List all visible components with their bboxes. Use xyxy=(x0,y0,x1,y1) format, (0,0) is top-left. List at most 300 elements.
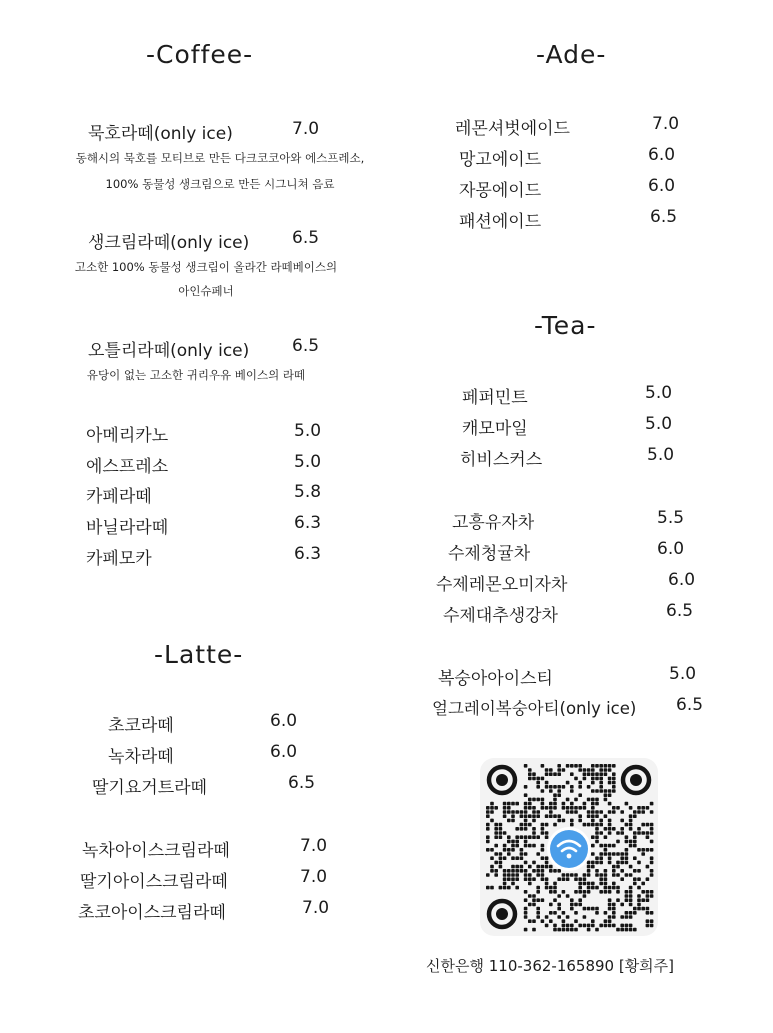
qr-module xyxy=(524,915,528,919)
qr-module xyxy=(641,890,645,894)
qr-module xyxy=(641,852,645,856)
menu-item-price: 6.3 xyxy=(294,544,322,564)
qr-module xyxy=(616,831,620,835)
qr-module xyxy=(604,890,608,894)
qr-module xyxy=(532,772,536,776)
qr-module xyxy=(557,915,561,919)
qr-module xyxy=(595,869,599,873)
qr-module xyxy=(616,861,620,865)
qr-module xyxy=(633,869,637,873)
qr-module xyxy=(587,928,591,932)
qr-module xyxy=(612,781,616,785)
qr-module xyxy=(595,827,599,831)
qr-module xyxy=(524,810,528,814)
qr-module xyxy=(604,793,608,797)
qr-module xyxy=(650,823,654,827)
qr-module xyxy=(562,806,566,810)
qr-module xyxy=(520,835,524,839)
qr-module xyxy=(629,865,633,869)
qr-module xyxy=(604,873,608,877)
qr-module xyxy=(515,886,519,890)
qr-module xyxy=(499,831,503,835)
qr-module xyxy=(608,810,612,814)
qr-module xyxy=(608,907,612,911)
qr-module xyxy=(587,814,591,818)
qr-module xyxy=(595,928,599,932)
qr-module xyxy=(515,835,519,839)
qr-code[interactable] xyxy=(480,758,658,936)
qr-module xyxy=(570,873,574,877)
qr-module xyxy=(524,840,528,844)
qr-module xyxy=(490,819,494,823)
qr-module xyxy=(595,907,599,911)
qr-module xyxy=(549,814,553,818)
qr-module xyxy=(595,772,599,776)
menu-item-name: 수제대추생강차 xyxy=(443,606,558,626)
qr-module xyxy=(587,882,591,886)
qr-module xyxy=(587,873,591,877)
qr-module xyxy=(553,869,557,873)
qr-module xyxy=(599,890,603,894)
menu-item-price: 6.0 xyxy=(270,742,298,762)
menu-item-name: 페퍼민트 xyxy=(462,388,528,408)
qr-module xyxy=(604,869,608,873)
qr-module xyxy=(633,810,637,814)
menu-item-price: 6.0 xyxy=(270,711,298,731)
qr-module xyxy=(633,882,637,886)
qr-module xyxy=(553,911,557,915)
qr-module xyxy=(524,793,528,797)
qr-module xyxy=(557,877,561,881)
qr-module xyxy=(545,865,549,869)
qr-module xyxy=(608,924,612,928)
qr-module xyxy=(562,768,566,772)
qr-module xyxy=(604,919,608,923)
qr-module xyxy=(486,835,490,839)
qr-module xyxy=(608,886,612,890)
qr-module xyxy=(625,911,629,915)
qr-module xyxy=(503,882,507,886)
qr-module xyxy=(486,806,490,810)
qr-module xyxy=(591,844,595,848)
menu-item-price: 7.0 xyxy=(652,114,680,134)
menu-item-name: 녹차아이스크림라떼 xyxy=(82,841,230,861)
qr-module xyxy=(612,764,616,768)
tea-title: -Tea- xyxy=(534,311,597,340)
qr-module xyxy=(486,810,490,814)
qr-module xyxy=(499,856,503,860)
qr-module xyxy=(599,777,603,781)
qr-module xyxy=(553,898,557,902)
menu-item-price: 6.0 xyxy=(648,145,676,165)
qr-module xyxy=(574,890,578,894)
qr-module xyxy=(620,810,624,814)
qr-module xyxy=(641,810,645,814)
coffee-title: -Coffee- xyxy=(146,40,254,69)
qr-module xyxy=(616,898,620,902)
qr-module xyxy=(578,924,582,928)
qr-module xyxy=(511,856,515,860)
qr-module xyxy=(629,823,633,827)
qr-module xyxy=(616,865,620,869)
qr-module xyxy=(620,819,624,823)
qr-module xyxy=(532,928,536,932)
qr-module xyxy=(641,907,645,911)
qr-module xyxy=(583,890,587,894)
qr-module xyxy=(574,810,578,814)
qr-module xyxy=(595,861,599,865)
qr-module xyxy=(566,877,570,881)
qr-module xyxy=(557,907,561,911)
qr-module xyxy=(528,882,532,886)
menu-item-price: 5.0 xyxy=(294,452,322,472)
qr-module xyxy=(524,869,528,873)
qr-module xyxy=(549,919,553,923)
qr-module xyxy=(570,928,574,932)
qr-module xyxy=(541,798,545,802)
qr-module xyxy=(562,785,566,789)
qr-module xyxy=(562,890,566,894)
qr-module xyxy=(490,865,494,869)
qr-module xyxy=(553,928,557,932)
qr-module xyxy=(583,882,587,886)
menu-item-name: 수제레몬오미자차 xyxy=(436,575,568,595)
ade-title: -Ade- xyxy=(536,40,607,69)
qr-module xyxy=(566,781,570,785)
qr-module xyxy=(511,802,515,806)
qr-module xyxy=(532,898,536,902)
wifi-icon xyxy=(547,827,591,871)
qr-module xyxy=(557,764,561,768)
qr-module xyxy=(566,915,570,919)
qr-module xyxy=(612,777,616,781)
qr-module xyxy=(528,798,532,802)
qr-module xyxy=(591,819,595,823)
qr-module xyxy=(637,810,641,814)
qr-module xyxy=(650,831,654,835)
qr-module xyxy=(515,827,519,831)
qr-module xyxy=(583,924,587,928)
qr-module xyxy=(494,827,498,831)
qr-module xyxy=(503,806,507,810)
qr-module xyxy=(532,844,536,848)
qr-module xyxy=(511,810,515,814)
qr-module xyxy=(633,856,637,860)
menu-item-desc: 동해시의 묵호를 모티브로 만든 다크코코아와 에스프레소, xyxy=(75,151,365,165)
qr-module xyxy=(578,781,582,785)
menu-item-price: 6.5 xyxy=(650,207,678,227)
qr-module xyxy=(625,852,629,856)
qr-module xyxy=(646,894,650,898)
qr-module xyxy=(591,806,595,810)
qr-module xyxy=(578,882,582,886)
qr-module xyxy=(578,890,582,894)
qr-module xyxy=(574,877,578,881)
latte-title: -Latte- xyxy=(154,640,244,669)
qr-module xyxy=(557,894,561,898)
qr-module xyxy=(494,823,498,827)
qr-module xyxy=(587,924,591,928)
qr-module xyxy=(486,840,490,844)
qr-module xyxy=(528,806,532,810)
menu-item-price: 6.5 xyxy=(676,695,704,715)
qr-module xyxy=(650,894,654,898)
qr-module xyxy=(616,806,620,810)
qr-module xyxy=(566,810,570,814)
qr-module xyxy=(595,789,599,793)
menu-item-name: 초코라떼 xyxy=(108,716,174,736)
qr-module xyxy=(524,764,528,768)
qr-module xyxy=(633,835,637,839)
qr-module xyxy=(520,856,524,860)
qr-module xyxy=(650,861,654,865)
qr-module xyxy=(595,873,599,877)
menu-item-name: 패션에이드 xyxy=(459,212,542,232)
qr-module xyxy=(629,898,633,902)
qr-module xyxy=(507,810,511,814)
qr-module xyxy=(524,911,528,915)
qr-module xyxy=(553,802,557,806)
qr-module xyxy=(625,861,629,865)
qr-module xyxy=(629,915,633,919)
menu-item-name: 캐모마일 xyxy=(462,419,528,439)
qr-module xyxy=(591,861,595,865)
qr-module xyxy=(507,848,511,852)
qr-module xyxy=(528,772,532,776)
qr-module xyxy=(557,814,561,818)
qr-module xyxy=(515,840,519,844)
qr-module xyxy=(515,877,519,881)
qr-module xyxy=(549,886,553,890)
qr-module xyxy=(570,764,574,768)
menu-item-name: 아메리카노 xyxy=(86,426,169,446)
qr-module xyxy=(646,831,650,835)
qr-module xyxy=(608,827,612,831)
qr-module xyxy=(528,844,532,848)
qr-module xyxy=(511,819,515,823)
menu-item-price: 7.0 xyxy=(302,898,330,918)
qr-module xyxy=(599,856,603,860)
qr-module xyxy=(511,882,515,886)
menu-item-name: 레몬셔벗에이드 xyxy=(455,119,570,139)
qr-module xyxy=(583,802,587,806)
menu-item-price: 7.0 xyxy=(300,836,328,856)
qr-module xyxy=(620,928,624,932)
qr-module xyxy=(599,764,603,768)
menu-item-price: 6.0 xyxy=(668,570,696,590)
menu-item-desc: 유당이 없는 고소한 귀리우유 베이스의 라떼 xyxy=(86,368,306,382)
qr-module xyxy=(541,831,545,835)
qr-module xyxy=(650,869,654,873)
qr-module xyxy=(528,877,532,881)
qr-module xyxy=(515,869,519,873)
qr-module xyxy=(503,873,507,877)
qr-module xyxy=(650,919,654,923)
qr-module xyxy=(524,819,528,823)
qr-module xyxy=(524,928,528,932)
qr-module xyxy=(528,865,532,869)
qr-module xyxy=(637,898,641,902)
qr-module xyxy=(532,814,536,818)
qr-module xyxy=(595,802,599,806)
qr-module xyxy=(553,924,557,928)
qr-module xyxy=(557,928,561,932)
qr-module xyxy=(587,772,591,776)
menu-item-name: 카페라떼 xyxy=(86,487,152,507)
qr-module xyxy=(629,903,633,907)
qr-module xyxy=(625,802,629,806)
qr-module xyxy=(591,919,595,923)
menu-item-name: 히비스커스 xyxy=(460,450,543,470)
qr-module xyxy=(557,789,561,793)
qr-module xyxy=(541,806,545,810)
qr-module xyxy=(646,898,650,902)
qr-module xyxy=(633,844,637,848)
qr-module xyxy=(499,886,503,890)
qr-module xyxy=(637,903,641,907)
qr-module xyxy=(612,827,616,831)
qr-module xyxy=(507,886,511,890)
qr-module xyxy=(490,856,494,860)
qr-module xyxy=(612,810,616,814)
qr-module xyxy=(524,898,528,902)
qr-module xyxy=(641,848,645,852)
qr-module xyxy=(604,886,608,890)
qr-module xyxy=(574,798,578,802)
qr-module xyxy=(641,898,645,902)
qr-module xyxy=(524,827,528,831)
qr-module xyxy=(503,886,507,890)
qr-module xyxy=(553,823,557,827)
qr-module xyxy=(511,814,515,818)
qr-module xyxy=(511,840,515,844)
qr-module xyxy=(604,877,608,881)
qr-module xyxy=(629,894,633,898)
qr-module xyxy=(604,882,608,886)
qr-module xyxy=(625,856,629,860)
menu-item-price: 6.5 xyxy=(292,336,320,356)
qr-module xyxy=(612,924,616,928)
qr-module xyxy=(612,907,616,911)
qr-module xyxy=(591,764,595,768)
qr-module xyxy=(578,877,582,881)
qr-module xyxy=(650,924,654,928)
qr-module xyxy=(646,806,650,810)
qr-module xyxy=(494,806,498,810)
qr-module xyxy=(591,814,595,818)
menu-item-name: 생크림라떼(only ice) xyxy=(88,233,250,253)
qr-module xyxy=(587,785,591,789)
qr-module xyxy=(608,844,612,848)
qr-module xyxy=(591,835,595,839)
qr-module xyxy=(490,848,494,852)
qr-module xyxy=(494,835,498,839)
qr-module xyxy=(545,856,549,860)
qr-module xyxy=(578,768,582,772)
qr-module xyxy=(591,852,595,856)
menu-item-price: 5.8 xyxy=(294,482,322,502)
qr-module xyxy=(507,852,511,856)
qr-module xyxy=(625,835,629,839)
qr-module xyxy=(536,814,540,818)
qr-module xyxy=(604,924,608,928)
qr-module xyxy=(646,911,650,915)
menu-item-name: 초코아이스크림라떼 xyxy=(78,903,226,923)
qr-module xyxy=(541,844,545,848)
qr-module xyxy=(629,844,633,848)
qr-module xyxy=(499,861,503,865)
qr-module xyxy=(524,877,528,881)
qr-module xyxy=(595,777,599,781)
qr-module xyxy=(494,852,498,856)
qr-module xyxy=(604,835,608,839)
qr-module xyxy=(503,802,507,806)
qr-module xyxy=(637,827,641,831)
qr-module xyxy=(541,877,545,881)
qr-finder xyxy=(623,767,649,793)
qr-module xyxy=(549,865,553,869)
qr-module xyxy=(511,844,515,848)
qr-module xyxy=(616,852,620,856)
qr-module xyxy=(616,886,620,890)
qr-module xyxy=(629,806,633,810)
qr-module xyxy=(536,810,540,814)
qr-module xyxy=(637,806,641,810)
qr-module xyxy=(595,798,599,802)
qr-module xyxy=(646,865,650,869)
qr-module xyxy=(503,869,507,873)
menu-item-price: 6.5 xyxy=(292,228,320,248)
qr-module xyxy=(545,877,549,881)
qr-module xyxy=(599,823,603,827)
qr-module xyxy=(599,877,603,881)
qr-module xyxy=(650,856,654,860)
qr-module xyxy=(549,768,553,772)
qr-module xyxy=(541,802,545,806)
qr-module xyxy=(532,819,536,823)
qr-module xyxy=(499,835,503,839)
qr-module xyxy=(587,823,591,827)
qr-module xyxy=(545,768,549,772)
qr-module xyxy=(578,793,582,797)
qr-module xyxy=(583,873,587,877)
qr-module xyxy=(625,924,629,928)
qr-module xyxy=(515,802,519,806)
menu-item-price: 5.0 xyxy=(645,414,673,434)
qr-module xyxy=(494,844,498,848)
qr-module xyxy=(620,831,624,835)
qr-module xyxy=(625,915,629,919)
qr-module xyxy=(637,848,641,852)
qr-module xyxy=(612,882,616,886)
qr-module xyxy=(532,903,536,907)
qr-module xyxy=(595,840,599,844)
qr-module xyxy=(536,907,540,911)
qr-module xyxy=(536,785,540,789)
qr-module xyxy=(545,835,549,839)
qr-module xyxy=(629,911,633,915)
qr-module xyxy=(637,894,641,898)
qr-module xyxy=(625,890,629,894)
qr-module xyxy=(595,886,599,890)
qr-module xyxy=(490,886,494,890)
qr-module xyxy=(595,831,599,835)
menu-item-price: 6.3 xyxy=(294,513,322,533)
qr-module xyxy=(629,814,633,818)
qr-module xyxy=(646,919,650,923)
qr-module xyxy=(591,823,595,827)
qr-module xyxy=(553,772,557,776)
